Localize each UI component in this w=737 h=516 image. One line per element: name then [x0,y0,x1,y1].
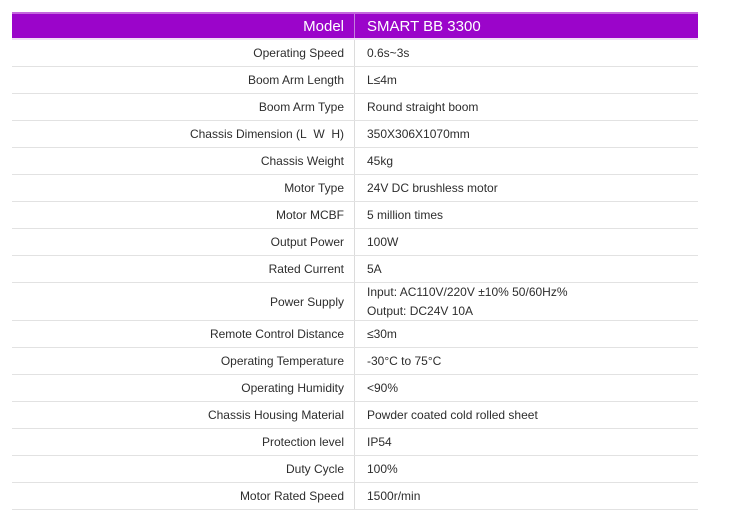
spec-label: Protection level [12,429,355,455]
spec-label: Chassis Dimension (L W H) [12,121,355,147]
spec-label: Remote Control Distance [12,321,355,347]
table-row [12,175,698,202]
header-model-value: SMART BB 3300 [367,17,481,35]
spec-label: Operating Temperature [12,348,355,374]
spec-value: -30°C to 75°C [367,354,442,368]
spec-value: 5 million times [367,208,444,222]
spec-value: 0.6s~3s [367,46,410,60]
table-row [12,40,698,67]
table-row [12,202,698,229]
spec-value: <90% [367,381,399,395]
spec-value-line-input: Input: AC110V/220V ±10% 50/60Hz% [367,284,568,299]
table-row [12,375,698,402]
table-row-power-supply [12,283,698,321]
spec-value: ≤30m [367,327,397,341]
table-row [12,121,698,148]
spec-value: 5A [367,262,382,276]
table-row [12,229,698,256]
table-row [12,67,698,94]
spec-label: Output Power [12,229,355,255]
spec-table [12,12,698,510]
spec-value: Powder coated cold rolled sheet [367,408,538,422]
spec-value: Round straight boom [367,100,479,114]
spec-label: Motor Type [12,175,355,201]
spec-label: Duty Cycle [12,456,355,482]
table-row [12,429,698,456]
table-row [12,483,698,510]
spec-value: L≤4m [367,73,397,87]
spec-label: Boom Arm Length [12,67,355,93]
spec-label: Motor MCBF [12,202,355,228]
spec-label: Chassis Weight [12,148,355,174]
table-row [12,148,698,175]
spec-label: Operating Humidity [12,375,355,401]
table-header-row [12,12,698,40]
spec-value: 100W [367,235,399,249]
spec-label: Boom Arm Type [12,94,355,120]
spec-label: Power Supply [12,283,355,320]
spec-label: Chassis Housing Material [12,402,355,428]
table-row [12,402,698,429]
table-row [12,348,698,375]
spec-value: 350X306X1070mm [367,127,470,141]
spec-value-multiline [355,283,698,320]
table-row [12,456,698,483]
spec-value: 45kg [367,154,394,168]
table-row [12,321,698,348]
table-row [12,94,698,121]
spec-label: Operating Speed [12,40,355,66]
spec-label: Rated Current [12,256,355,282]
spec-value-line-output: Output: DC24V 10A [367,303,474,318]
spec-value: 1500r/min [367,489,421,503]
header-model-label: Model [12,14,355,38]
spec-label: Motor Rated Speed [12,483,355,509]
spec-value: IP54 [367,435,392,449]
spec-value: 24V DC brushless motor [367,181,498,195]
spec-value: 100% [367,462,398,476]
table-row [12,256,698,283]
